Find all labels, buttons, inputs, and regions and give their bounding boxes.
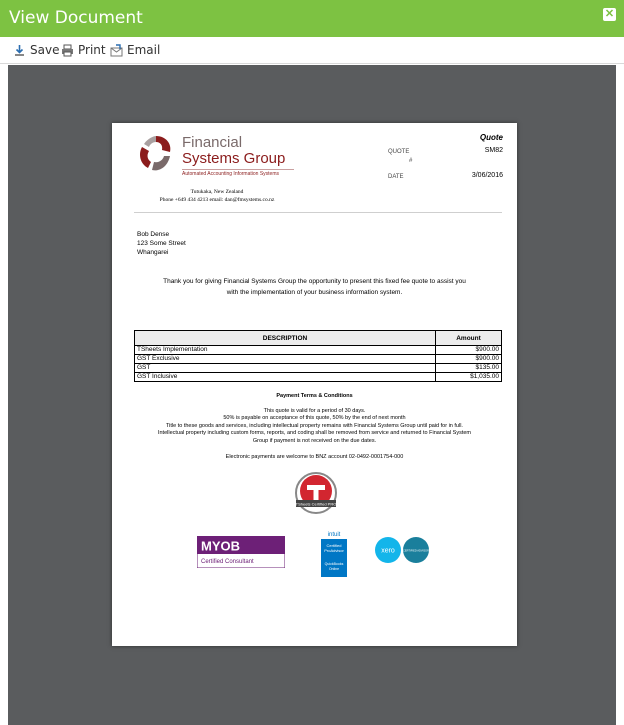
payment-terms [132, 393, 497, 462]
client-name: Bob Dense [137, 231, 170, 238]
email-button[interactable] [110, 43, 160, 57]
row-amount: $1,035.00 [436, 373, 502, 382]
email-label: Email [127, 43, 161, 57]
myob-label: MYOB [201, 538, 240, 554]
logo-line1: Financial [182, 134, 243, 151]
quote-items-table [134, 330, 502, 382]
table-row [135, 355, 502, 364]
terms-line: 50% is payable on acceptance of this quote, 50% by the end of next month [223, 415, 406, 421]
intuit-online: Online [328, 567, 340, 571]
quote-title: Quote [479, 133, 503, 142]
save-label: Save [30, 43, 60, 57]
intuit-proadvisor: ProAdvisor [324, 548, 344, 553]
print-button[interactable] [61, 43, 106, 57]
intuit-proadvisor-logo [319, 529, 349, 579]
bank-details: Electronic payments are welcome to BNZ account 02-0492-0001754-000 [225, 454, 404, 460]
terms-heading: Payment Terms & Conditions [276, 393, 353, 399]
table-row [135, 373, 502, 382]
date-label: DATE [388, 174, 404, 180]
client-street: 123 Some Street [137, 240, 186, 247]
document-page [112, 123, 517, 646]
terms-line: Intellectual property including custom forms, reports, and coding shall be removed from service and returned to Financial System [157, 430, 472, 436]
print-label: Print [78, 43, 106, 57]
logo-line2: Systems Group [182, 150, 286, 167]
intro-line2: with the implementation of your business information system. [226, 289, 403, 296]
row-description: GST Exclusive [135, 355, 436, 364]
terms-line: Group if payment is not received on the due dates. [252, 437, 377, 444]
row-description: TSheets Implementation [135, 346, 436, 355]
document-viewer[interactable] [8, 65, 616, 725]
row-amount: $135.00 [436, 364, 502, 373]
terms-line: Title to these goods and services, including intellectual property remains with Financial Systems Group until paid for in full. [166, 422, 463, 429]
client-address [137, 230, 186, 257]
address-line1: Tutukaka, New Zealand [190, 189, 244, 195]
email-icon [110, 44, 123, 57]
intro-line1: Thank you for giving Financial Systems Group the opportunity to present this fixed fee quote to assist you [163, 278, 466, 285]
logo-swirl-icon [136, 132, 176, 176]
close-icon[interactable]: ✕ [604, 8, 615, 20]
xero-label: xero [381, 547, 395, 555]
table-row [135, 346, 502, 355]
download-icon [13, 44, 26, 57]
quote-number: SM82 [484, 147, 503, 154]
xero-certified-logo [374, 535, 434, 565]
intuit-label: intuit [327, 532, 341, 538]
logo-tagline: Automated Accounting Information Systems [182, 169, 294, 177]
xero-sub-label: CERTIFIED ADVISOR [403, 549, 429, 553]
column-header-description: DESCRIPTION [135, 331, 436, 346]
row-description: GST [135, 364, 436, 373]
tsheets-badge-label: TSheets Certified PRO [295, 501, 337, 507]
quote-hash: # [409, 158, 413, 164]
client-city: Whangarei [137, 249, 169, 256]
quote-label: QUOTE [388, 149, 410, 155]
myob-sub-label: Certified Consultant [201, 559, 254, 565]
intuit-quickbooks: QuickBooks [324, 562, 344, 566]
window-title: View Document [9, 8, 143, 28]
date-value: 3/06/2016 [471, 172, 503, 179]
company-logo [136, 132, 296, 182]
save-button[interactable] [13, 43, 59, 57]
printer-icon [61, 44, 74, 57]
window-titlebar [0, 0, 624, 37]
address-line2: Phone +649 434 4213 email: dan@fmsystems.co.nz [159, 197, 275, 203]
tsheets-certified-badge [294, 471, 338, 515]
row-description: GST Inclusive [135, 373, 436, 382]
toolbar [0, 37, 624, 64]
myob-certified-logo [197, 536, 285, 568]
intuit-certified: Certified [326, 543, 342, 548]
row-amount: $900.00 [436, 346, 502, 355]
intro-text [142, 276, 487, 298]
table-row [135, 364, 502, 373]
header-divider [134, 212, 502, 213]
row-amount: $900.00 [436, 355, 502, 364]
terms-line: This quote is valid for a period of 30 days. [263, 407, 366, 414]
column-header-amount: Amount [436, 331, 502, 346]
